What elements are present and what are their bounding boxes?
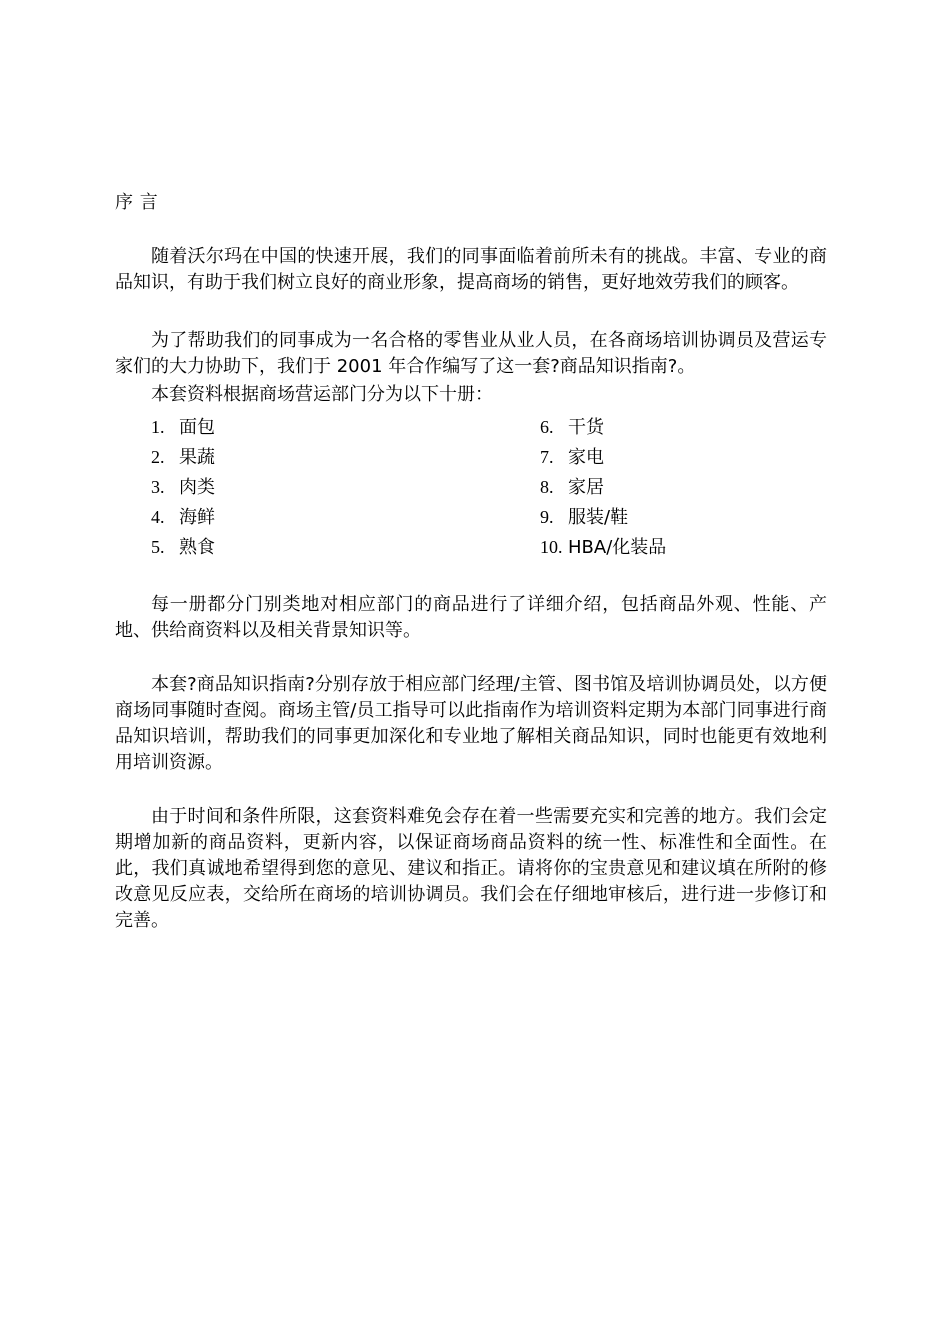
- volume-name: HBA/化装品: [568, 537, 667, 558]
- volume-number: 10.: [540, 537, 563, 557]
- volume-item: [540, 502, 666, 532]
- volume-name: 干货: [568, 417, 604, 438]
- volume-name: 熟食: [179, 537, 215, 558]
- volume-list-left: [151, 412, 215, 562]
- background-paragraph: 为了帮助我们的同事成为一名合格的零售业从业人员，在各商场培训协调员及营运专家们的大力协助下，我们于 2001 年合作编写了这一套?商品知识指南?。: [115, 330, 827, 377]
- volume-number: 5.: [151, 537, 165, 557]
- volume-number: 4.: [151, 507, 165, 527]
- content-description-paragraph: 每一册都分门别类地对相应部门的商品进行了详细介绍，包括商品外观、性能、产地、供给商资料以及相关背景知识等。: [115, 594, 827, 641]
- volume-name: 面包: [179, 417, 215, 438]
- volume-item: [151, 472, 215, 502]
- volume-name: 家居: [568, 477, 604, 498]
- volume-name: 海鲜: [179, 507, 215, 528]
- volume-name: 服装/鞋: [568, 507, 629, 528]
- volume-number: 7.: [540, 447, 554, 467]
- volume-name: 果蔬: [179, 447, 215, 468]
- volume-number: 9.: [540, 507, 554, 527]
- volume-number: 3.: [151, 477, 165, 497]
- volume-item: [540, 532, 666, 562]
- volume-name: 家电: [568, 447, 604, 468]
- volume-item: [540, 472, 666, 502]
- volume-item: [151, 442, 215, 472]
- volume-item: [151, 412, 215, 442]
- volume-item: [540, 412, 666, 442]
- volumes-intro-paragraph: 本套资料根据商场营运部门分为以下十册：: [151, 384, 493, 405]
- volume-number: 8.: [540, 477, 554, 497]
- volume-number: 1.: [151, 417, 165, 437]
- volume-number: 2.: [151, 447, 165, 467]
- feedback-paragraph: 由于时间和条件所限，这套资料难免会存在着一些需要充实和完善的地方。我们会定期增加新的商品资料，更新内容，以保证商场商品资料的统一性、标准性和全面性。在此，我们真诚地希望得到您的意见、建议和指正。请将你的宝贵意见和建议填在所附的修改意见反应表，交给所在商场的培训协调员。我们会在仔细地审核后，进行进一步修订和完善。: [115, 806, 827, 931]
- volume-item: [540, 442, 666, 472]
- volume-name: 肉类: [179, 477, 215, 498]
- volume-item: [151, 502, 215, 532]
- intro-paragraph: 随着沃尔玛在中国的快速开展，我们的同事面临着前所未有的挑战。丰富、专业的商品知识，有助于我们树立良好的商业形象，提高商场的销售，更好地效劳我们的顾客。: [115, 246, 827, 293]
- volume-number: 6.: [540, 417, 554, 437]
- volume-item: [151, 532, 215, 562]
- page-title: 序 言: [115, 192, 159, 213]
- volume-list-right: [540, 412, 666, 562]
- usage-paragraph: 本套?商品知识指南?分别存放于相应部门经理/主管、图书馆及培训协调员处，以方便商场同事随时查阅。商场主管/员工指导可以此指南作为培训资料定期为本部门同事进行商品知识培训，帮助我们的同事更加深化和专业地了解相关商品知识，同时也能更有效地利用培训资源。: [115, 674, 827, 773]
